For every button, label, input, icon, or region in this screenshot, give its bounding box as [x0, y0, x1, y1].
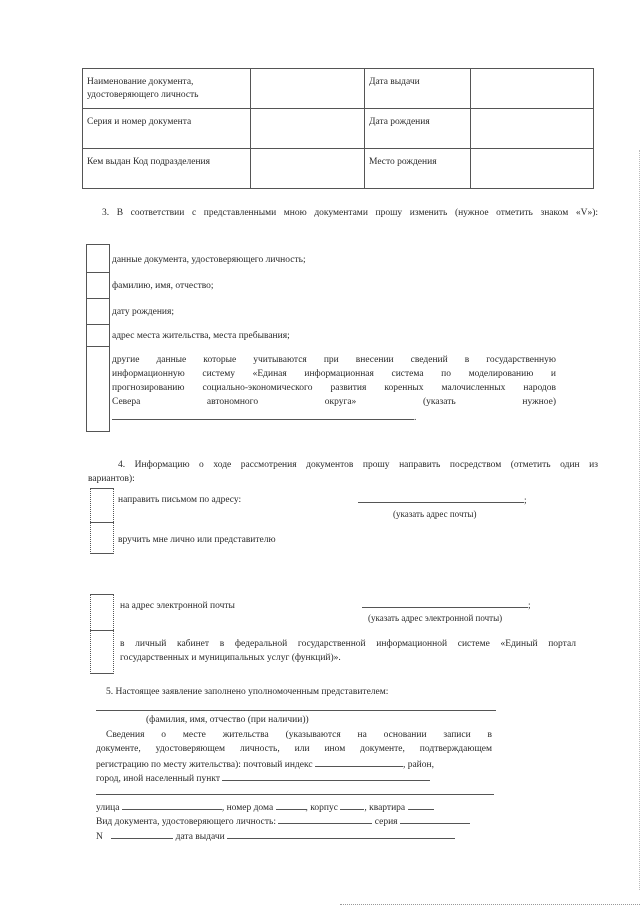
residence-info-line: документе, удостоверяющем личность, или ином документе, подтверждающем [96, 744, 492, 754]
section-4-heading: 4. Информацию о ходе рассмотрения документов прошу направить посредством (отметить один из [118, 460, 598, 470]
option-birth-date: дату рождения; [112, 307, 175, 317]
checkbox-address[interactable] [86, 324, 110, 348]
option-other-line [112, 396, 556, 409]
checkbox-send-letter[interactable] [90, 488, 114, 524]
table-row [83, 149, 594, 189]
other-word: Севера [112, 397, 141, 407]
checkbox-other-data[interactable] [86, 346, 110, 432]
representative-fio-field[interactable] [96, 700, 496, 711]
option-document-data: данные документа, удостоверяющего личность; [112, 255, 306, 265]
series-number-value[interactable] [251, 109, 365, 149]
city-row: город, иной населенный пункт [96, 771, 430, 786]
house-field[interactable] [276, 800, 306, 810]
table-row [83, 69, 594, 109]
number-field[interactable] [111, 829, 173, 839]
other-word: округа» [324, 397, 357, 407]
table-row [83, 109, 594, 149]
postal-address-hint: (указать адрес почты) [393, 509, 477, 519]
representative-fio-hint: (фамилия, имя, отчество (при наличии)) [146, 715, 309, 725]
number-row: N дата выдачи [96, 829, 455, 844]
checkbox-fio[interactable] [86, 272, 110, 300]
other-word: (указать [422, 397, 456, 407]
identity-document-table [82, 68, 594, 189]
korpus-field[interactable] [340, 800, 364, 810]
checkbox-gosuslugi-cabinet[interactable] [90, 630, 114, 674]
birth-place-label: Место рождения [365, 149, 471, 189]
residence-info-line: Сведения о месте жительства (указываются на основании записи в [106, 730, 492, 740]
checkbox-personal-delivery[interactable] [90, 522, 114, 554]
option-other-line: информационную систему «Единая информационная система по моделированию и [112, 369, 556, 379]
option-cabinet-line: государственных и муниципальных услуг (функций)». [120, 653, 341, 663]
birth-place-value[interactable] [471, 149, 594, 189]
street-field[interactable] [122, 800, 222, 810]
doc-name-label: Наименование документа, удостоверяющего личность [83, 69, 251, 109]
option-email: на адрес электронной почты [120, 601, 235, 611]
birth-date-value[interactable] [471, 109, 594, 149]
option-personal-delivery: вручить мне лично или представителю [118, 535, 276, 545]
checkbox-birth-date[interactable] [86, 298, 110, 326]
issue-date-value[interactable] [471, 69, 594, 109]
issued-by-value[interactable] [251, 149, 365, 189]
option-send-letter: направить письмом по адресу: [118, 495, 242, 505]
residence-info-line: регистрацию по месту жительства): почтовый индекс , район, [96, 757, 434, 772]
option-cabinet-line: в личный кабинет в федеральной государственной информационной системе «Единый портал [120, 639, 576, 649]
address-extra-field[interactable] [96, 786, 494, 795]
section-3-heading: 3. В соответствии с представленными мною документами прошу изменить (нужное отметить знаком «V»): [102, 208, 598, 218]
kvartira-field[interactable] [408, 800, 434, 810]
issue-date-field[interactable] [227, 829, 455, 839]
option-address: адрес места жительства, места пребывания; [112, 331, 290, 341]
city-field[interactable] [222, 771, 430, 781]
doc-type-row: Вид документа, удостоверяющего личность: серия [96, 814, 470, 829]
option-fio: фамилию, имя, отчество; [112, 281, 214, 291]
postal-index-field[interactable] [315, 757, 403, 767]
section-4-heading-cont: вариантов): [88, 474, 135, 484]
birth-date-label: Дата рождения [365, 109, 471, 149]
checkbox-document-data[interactable] [86, 244, 110, 274]
issued-by-label: Кем выдан Код подразделения [83, 149, 251, 189]
email-address-hint: (указать адрес электронной почты) [368, 613, 503, 623]
doc-name-value[interactable] [251, 69, 365, 109]
postal-address-field[interactable]: ; [358, 493, 527, 508]
other-data-field[interactable]: . [112, 410, 416, 425]
option-other-line: другие данные которые учитываются при внесении сведений в государственную [112, 355, 556, 365]
series-number-label: Серия и номер документа [83, 109, 251, 149]
checkbox-email[interactable] [90, 594, 114, 632]
doc-type-field[interactable] [278, 814, 372, 824]
email-address-field[interactable]: ; [362, 598, 531, 613]
street-row: улица , номер дома , корпус , квартира [96, 800, 434, 815]
other-word: автономного [206, 397, 259, 407]
section-5-heading: 5. Настоящее заявление заполнено уполномоченным представителем: [106, 687, 389, 697]
option-other-line: прогнозированию социально-экономического развития коренных малочисленных народов [112, 383, 556, 393]
other-word: нужное) [522, 397, 556, 407]
series-field[interactable] [400, 814, 470, 824]
issue-date-label: Дата выдачи [365, 69, 471, 109]
